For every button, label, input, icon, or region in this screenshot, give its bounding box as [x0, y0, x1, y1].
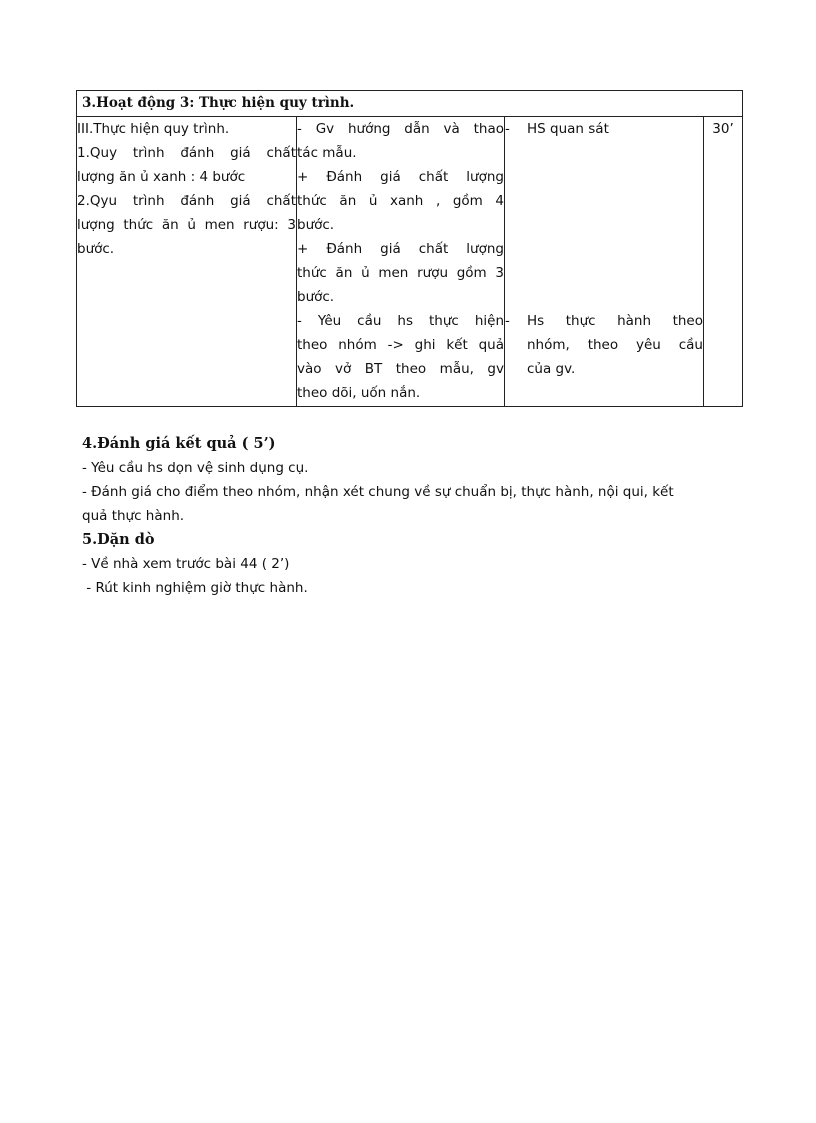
student-line: của gv.	[527, 361, 576, 377]
teacher-line: - Yêu cầu hs thực hiện	[297, 313, 504, 329]
text-line: - Đánh giá cho điểm theo nhóm, nhận xét chung về sự chuẩn bị, thực hành, nội qui, kết	[82, 484, 674, 500]
text-line: - Yêu cầu hs dọn vệ sinh dụng cụ.	[82, 460, 309, 476]
teacher-line: theo nhóm -> ghi kết quả	[297, 337, 504, 353]
text-line: - Rút kinh nghiệm giờ thực hành.	[82, 580, 308, 596]
teacher-line: vào vở BT theo mẫu, gv	[297, 361, 504, 377]
content-line: 1.Quy trình đánh giá chất	[77, 145, 296, 161]
teacher-line: thức ăn ủ xanh , gồm 4	[297, 193, 504, 209]
teacher-line: tác mẫu.	[297, 145, 357, 161]
closing-section	[82, 432, 742, 600]
content-line: bước.	[77, 241, 115, 257]
student-line: Hs thực hành theo	[527, 313, 703, 329]
content-line: lượng ăn ủ xanh : 4 bước	[77, 169, 246, 185]
activity-header: 3.Hoạt động 3: Thực hiện quy trình.	[77, 91, 743, 117]
content-line: 2.Qyu trình đánh giá chất	[77, 193, 296, 209]
dash-marker: -	[505, 313, 510, 329]
teacher-line: + Đánh giá chất lượng	[297, 169, 504, 185]
section-heading-evaluation: 4.Đánh giá kết quả ( 5’)	[82, 435, 276, 452]
student-item	[505, 309, 703, 381]
teacher-line: - Gv hướng dẫn và thao	[297, 121, 504, 137]
content-cell	[77, 117, 297, 407]
student-item	[505, 117, 703, 141]
text-line: - Về nhà xem trước bài 44 ( 2’)	[82, 556, 290, 572]
section-heading-homework: 5.Dặn dò	[82, 531, 155, 548]
spacer	[505, 141, 703, 309]
text-line: quả thực hành.	[82, 508, 185, 524]
time-cell: 30’	[704, 117, 743, 407]
student-text	[527, 309, 703, 381]
dash-marker: -	[505, 121, 510, 137]
table-header-row	[77, 91, 743, 117]
student-text: HS quan sát	[527, 121, 609, 137]
content-line: III.Thực hiện quy trình.	[77, 121, 230, 137]
teacher-line: theo dõi, uốn nắn.	[297, 385, 421, 401]
teacher-line: + Đánh giá chất lượng	[297, 241, 504, 257]
teacher-line: bước.	[297, 217, 335, 233]
content-line: lượng thức ăn ủ men rượu: 3	[77, 217, 296, 233]
teacher-line: thức ăn ủ men rượu gồm 3	[297, 265, 504, 281]
teacher-line: bước.	[297, 289, 335, 305]
student-activity-cell	[505, 117, 704, 407]
lesson-table	[76, 90, 743, 407]
table-row	[77, 117, 743, 407]
teacher-activity-cell	[297, 117, 505, 407]
student-line: nhóm, theo yêu cầu	[527, 337, 703, 353]
